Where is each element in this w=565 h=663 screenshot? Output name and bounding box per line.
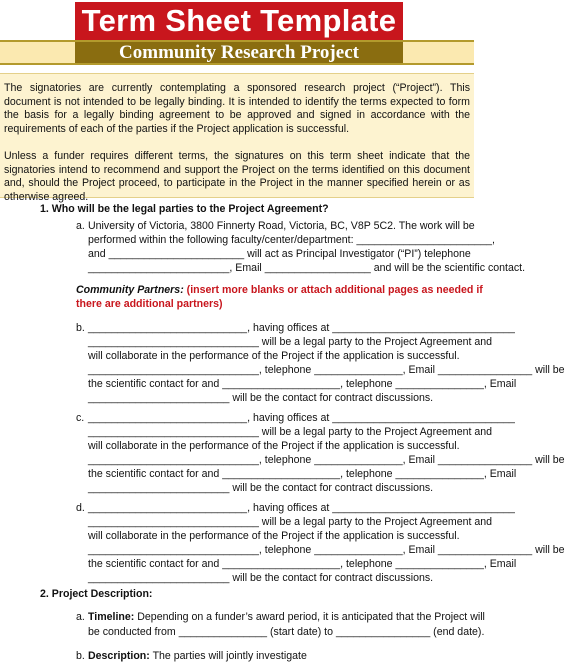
- intro-paragraph-2: Unless a funder requires different terms, the signatures on this term sheet indicate that the signatories intend to recommend and support the Project on the terms identified on this document and, should the Project proceed, to participate in the Project in the manner specified herein or as otherwise agreed.: [4, 149, 470, 203]
- party-line-5: the scientific contact for and ____________________, telephone _______________, Email: [88, 378, 517, 390]
- party-line-4: _____________________________, telephone _______________, Email ________________ will be: [88, 454, 565, 466]
- item-b-label: b.: [76, 322, 85, 334]
- community-partners-note: [76, 284, 483, 296]
- party-line-5: the scientific contact for and ____________________, telephone _______________, Email: [88, 468, 517, 480]
- party-line-1: ___________________________, having offices at _______________________________: [88, 322, 515, 334]
- page-title: Term Sheet Template: [75, 2, 403, 40]
- party-line-1: ___________________________, having offices at _______________________________: [88, 412, 515, 424]
- intro-paragraph-1: The signatories are currently contemplating a sponsored research project (“Project”). This document is not intended to be legally binding. It is intended to identify the terms expected to form the basis for a legally binding agreement to be approved and signed in accordance with the requirements of each of the parties if the Project application is successful.: [4, 82, 470, 136]
- timeline-line-1: [88, 611, 485, 623]
- party-line-2: _____________________________ will be a legal party to the Project Agreement and: [88, 516, 493, 528]
- party-line-5: the scientific contact for and ____________________, telephone _______________, Email: [88, 558, 517, 570]
- item-a-label: a.: [76, 220, 85, 232]
- party-line-3: will collaborate in the performance of the Project if the application is successful.: [88, 530, 460, 542]
- item-2b-label: b.: [76, 650, 85, 662]
- description-term: Description:: [88, 650, 150, 662]
- item-2a-label: a.: [76, 611, 85, 623]
- subtitle-band: [0, 40, 474, 65]
- item-c-label: c.: [76, 412, 85, 424]
- timeline-term: Timeline:: [88, 611, 135, 623]
- party-line-6: ________________________ will be the contact for contract discussions.: [88, 572, 434, 584]
- party-line-4: _____________________________, telephone _______________, Email ________________ will be: [88, 364, 565, 376]
- item-a-line-3: and _______________________ will act as Principal Investigator (“PI”) telephone: [88, 248, 471, 260]
- timeline-line-2: be conducted from _______________ (start date) to ________________ (end date).: [88, 626, 485, 638]
- item-d-label: d.: [76, 502, 85, 514]
- description-text: The parties will jointly investigate: [149, 650, 307, 662]
- partners-instruction-1: (insert more blanks or attach additional pages as needed if: [183, 284, 483, 296]
- page-subtitle: Community Research Project: [75, 42, 403, 63]
- party-line-2: _____________________________ will be a legal party to the Project Agreement and: [88, 336, 493, 348]
- intro-box: [0, 73, 474, 203]
- party-line-2: _____________________________ will be a legal party to the Project Agreement and: [88, 426, 493, 438]
- section-2-heading: 2. Project Description:: [40, 588, 153, 600]
- section-1-heading: 1. Who will be the legal parties to the Project Agreement?: [40, 203, 329, 215]
- party-line-6: ________________________ will be the contact for contract discussions.: [88, 392, 434, 404]
- timeline-text: Depending on a funder’s award period, it is anticipated that the Project will: [134, 611, 485, 623]
- party-line-6: ________________________ will be the contact for contract discussions.: [88, 482, 434, 494]
- party-line-4: _____________________________, telephone _______________, Email ________________ will be: [88, 544, 565, 556]
- description-line: [88, 650, 307, 662]
- party-line-3: will collaborate in the performance of the Project if the application is successful.: [88, 440, 460, 452]
- party-line-3: will collaborate in the performance of the Project if the application is successful.: [88, 350, 460, 362]
- item-a-line-2: performed within the following faculty/center/department: _______________________,: [88, 234, 495, 246]
- item-a-line-1: University of Victoria, 3800 Finnerty Road, Victoria, BC, V8P 5C2. The work will be: [88, 220, 475, 232]
- party-line-1: ___________________________, having offices at _______________________________: [88, 502, 515, 514]
- item-a-line-4: ________________________, Email __________________ and will be the scientific contact.: [88, 262, 526, 274]
- partners-instruction-2: there are additional partners): [76, 298, 223, 310]
- community-partners-label: Community Partners:: [76, 284, 184, 296]
